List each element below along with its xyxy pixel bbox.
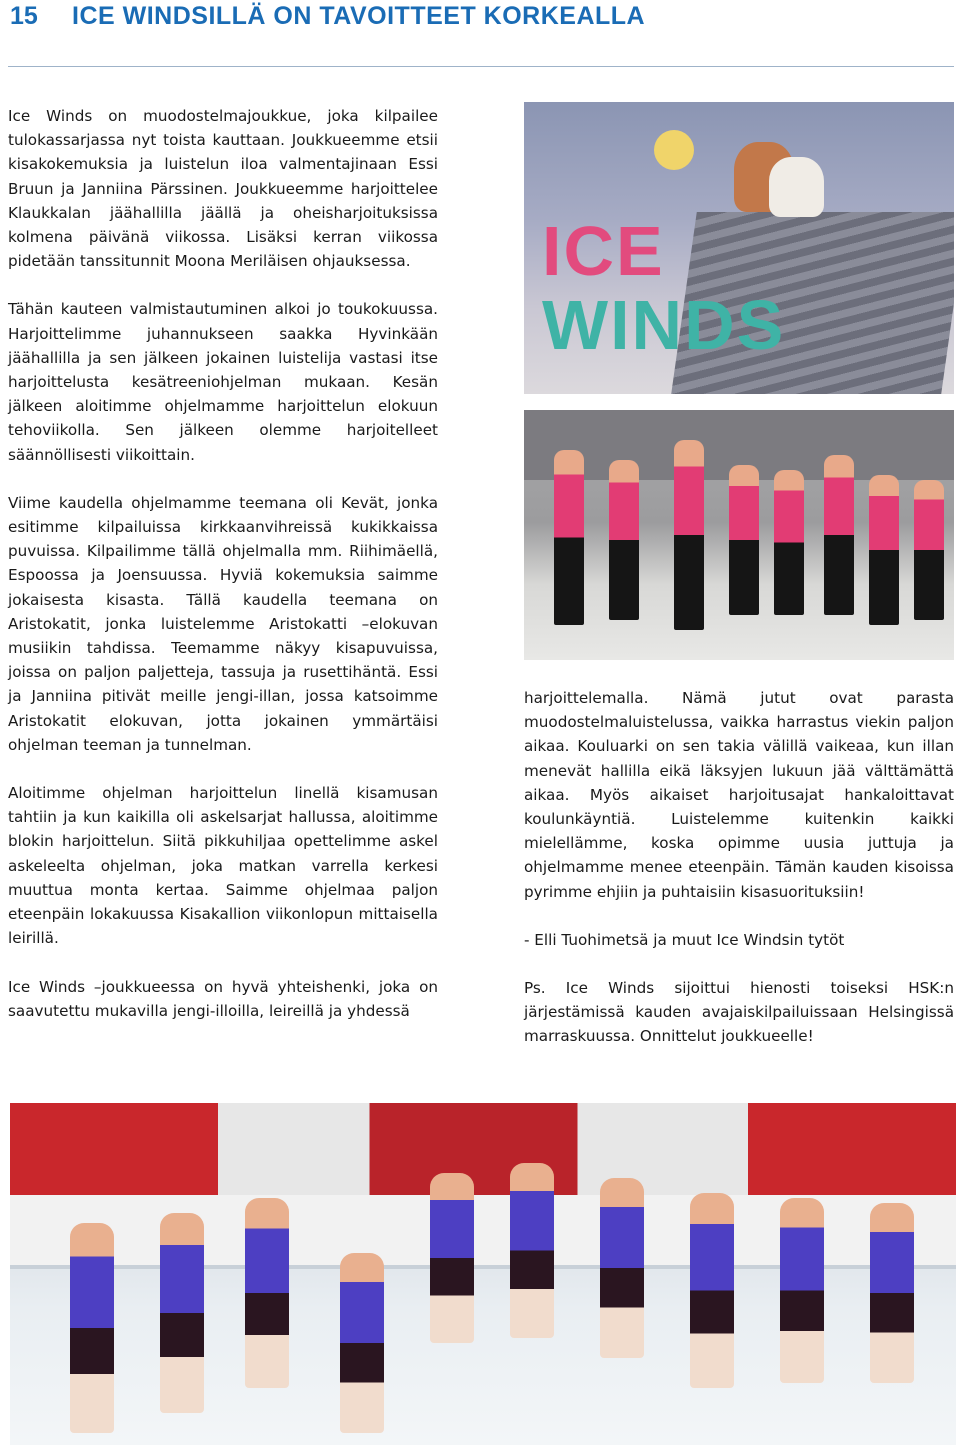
skater-figure (70, 1223, 114, 1433)
left-text-column (8, 104, 438, 1047)
cat-figure (769, 157, 824, 217)
moon-shape (654, 130, 694, 170)
skater-figure (914, 480, 944, 620)
page-header (0, 0, 960, 64)
team-training-photo (524, 410, 954, 660)
skater-figure (729, 465, 759, 615)
skater-figure (870, 1203, 914, 1383)
signature: - Elli Tuohimetsä ja muut Ice Windsin tytöt (524, 930, 845, 949)
paragraph-theme: Viime kaudella ohjelmamme teemana oli Kevät, jonka esitimme kilpailuissa kirkkaanvihreissä kukikkaissa puvuissa. Kilpailimme tällä ohjelmalla mm. Riihimäellä, Espoossa ja Joensuussa. Hyviä kokemuksia saimme jokaisesta kisasta. Tällä kaudella teemana on Aristokatit, jonka luistelemme Aristokatti –elokuvan musiikin tahdissa. Teemamme näkyy kisapuvuissa, joissa on paljon paljetteja, tassuja ja rusettihäntä. Essi ja Janniina pitivät meille jengi-illan, jossa katsoimme Aristokatit elokuvan, jotta jokainen ymmärtäisi ohjelman teeman ja tunnelman. (8, 493, 438, 754)
skater-figure (690, 1193, 734, 1388)
paragraph-continuation: harjoittelemalla. Nämä jutut ovat parasta muodostelmaluistelussa, vaikka harrastus viekin paljon aikaa. Kouluarki on sen takia välillä vaikeaa, kun illan menevät hallilla eikä läksyjen lukuun jää välttämättä aikaa. Myös aikaiset harjoitusajat hankaloittavat koulunkäyntiä. Luistelemme kuitenkin kaikki mielellämme, koska opimme uusia juttuja ja ohjelmamme menee eteenpäin. Tämän kauden kisoissa pyrimme ehjiin ja puhtaisiin kisasuorituksiin! (524, 689, 954, 901)
poster-letters-winds: WINDS (542, 286, 786, 364)
skater-figure (245, 1198, 289, 1388)
postscript: Ps. Ice Winds sijoittui hienosti toiseksi HSK:n järjestämissä kauden avajaiskilpailuissaan Helsingissä marraskuussa. Onnittelut joukkueelle! (524, 979, 954, 1046)
paragraph-team-spirit: Ice Winds –joukkueessa on hyvä yhteishenki, joka on saavutettu mukavilla jengi-illoilla, leireillä ja yhdessä (8, 977, 438, 1020)
skater-figure (869, 475, 899, 625)
skater-figure (554, 450, 584, 625)
skater-figure (774, 470, 804, 615)
right-text-column (524, 686, 954, 1073)
paragraph-intro: Ice Winds on muodostelmajoukkue, joka kilpailee tulokassarjassa nyt toista kauttaan. Joukkueemme etsii kisakokemuksia ja luistelun iloa valmentajinaan Essi Bruun ja Janniina Pärssinen. Joukkueemme harjoittelee Klaukkalan jäähallilla jäällä ja oheisharjoituksissa kolmena päivänä viikossa. Lisäksi kerran viikossa pidetään tanssitunnit Moona Meriläisen ohjauksessa. (8, 107, 438, 271)
rink-advertising-boards (10, 1103, 956, 1195)
poster-letters-ice: ICE (542, 212, 665, 290)
skater-figure (674, 440, 704, 630)
header-divider (8, 66, 954, 67)
paragraph-training: Aloitimme ohjelman harjoittelun linellä kisamusan tahtiin ja kun kaikilla oli askelsarjat hallussa, aloitimme blokin harjoittelun. Siitä pikkuhiljaa opettelimme askel askeleelta ohjelman, joka matkan varrella kerkesi muuttua monta kertaa. Saimme ohjelmaa paljon eteenpäin lokakuussa Kisakallion viikonlopun mittaisella leirillä. (8, 784, 438, 948)
page-number: 15 (10, 2, 38, 30)
article-title: ICE WINDSILLÄ ON TAVOITTEET KORKEALLA (72, 2, 646, 30)
skater-figure (609, 460, 639, 620)
paragraph-preparation: Tähän kauteen valmistautuminen alkoi jo toukokuussa. Harjoittelimme juhannukseen saakka Hyvinkään jäähallilla ja sen jälkeen jokainen luistelija vastasi itse harjoittelusta kesätreeniohjelman mukaan. Kesän jälkeen aloitimme ohjelmamme harjoittelun elokuun tehoviikolla. Sen jälkeen olemme harjoitelleet säännöllisesti viikoittain. (8, 300, 438, 464)
skaters-on-ice-photo (10, 1103, 956, 1445)
poster-lettering (542, 214, 785, 362)
skater-figure (600, 1178, 644, 1358)
skater-figure (510, 1163, 554, 1338)
skater-figure (340, 1253, 384, 1433)
skater-figure (430, 1173, 474, 1343)
ice-winds-poster-photo (524, 102, 954, 394)
skater-figure (160, 1213, 204, 1413)
skater-figure (824, 455, 854, 615)
skater-figure (780, 1198, 824, 1383)
